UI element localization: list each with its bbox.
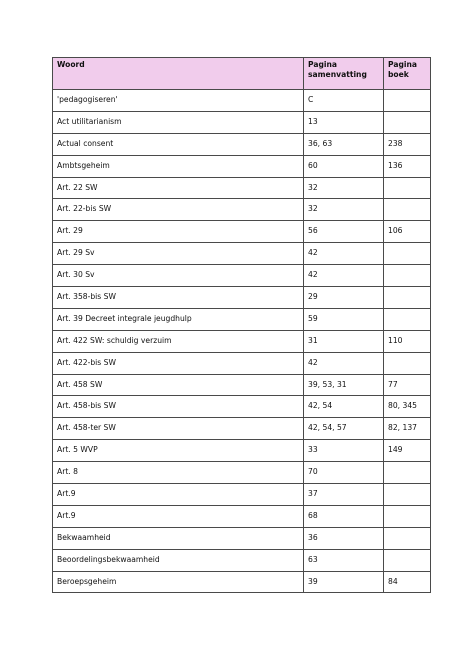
cell-woord: Art. 458-ter SW (53, 418, 304, 440)
cell-woord: Beroepsgeheim (53, 571, 304, 593)
table-row (53, 418, 431, 440)
cell-woord: Art. 358-bis SW (53, 287, 304, 309)
cell-woord: Art.9 (53, 505, 304, 527)
table-row (53, 243, 431, 265)
cell-woord: Art. 22 SW (53, 177, 304, 199)
cell-pagina-boek (384, 527, 431, 549)
cell-pagina-boek (384, 90, 431, 112)
cell-pagina-boek (384, 177, 431, 199)
table-row (53, 462, 431, 484)
cell-pagina-samenvatting: 42, 54, 57 (304, 418, 384, 440)
cell-pagina-samenvatting: 60 (304, 155, 384, 177)
table-row (53, 155, 431, 177)
table-row (53, 352, 431, 374)
cell-pagina-samenvatting: C (304, 90, 384, 112)
cell-pagina-samenvatting: 31 (304, 330, 384, 352)
cell-woord: Art. 22-bis SW (53, 199, 304, 221)
cell-pagina-samenvatting: 39 (304, 571, 384, 593)
cell-pagina-samenvatting: 29 (304, 287, 384, 309)
cell-pagina-boek: 80, 345 (384, 396, 431, 418)
cell-woord: Art. 458 SW (53, 374, 304, 396)
cell-woord: 'pedagogiseren' (53, 90, 304, 112)
cell-pagina-samenvatting: 32 (304, 177, 384, 199)
cell-pagina-boek (384, 308, 431, 330)
cell-woord: Art. 458-bis SW (53, 396, 304, 418)
cell-pagina-boek (384, 462, 431, 484)
cell-pagina-boek (384, 199, 431, 221)
table-row (53, 330, 431, 352)
table-row (53, 287, 431, 309)
cell-pagina-samenvatting: 63 (304, 549, 384, 571)
cell-pagina-samenvatting: 13 (304, 111, 384, 133)
cell-pagina-boek (384, 265, 431, 287)
table-row (53, 90, 431, 112)
table-row (53, 265, 431, 287)
cell-pagina-boek (384, 549, 431, 571)
cell-woord: Art. 422 SW: schuldig verzuim (53, 330, 304, 352)
cell-woord: Art. 5 WVP (53, 440, 304, 462)
cell-pagina-samenvatting: 36, 63 (304, 133, 384, 155)
table-row (53, 221, 431, 243)
cell-pagina-boek (384, 287, 431, 309)
table-row (53, 111, 431, 133)
table-row (53, 177, 431, 199)
cell-pagina-samenvatting: 68 (304, 505, 384, 527)
cell-pagina-samenvatting: 42, 54 (304, 396, 384, 418)
cell-woord: Art. 8 (53, 462, 304, 484)
header-woord: Woord (53, 58, 304, 90)
cell-pagina-samenvatting: 36 (304, 527, 384, 549)
cell-woord: Actual consent (53, 133, 304, 155)
table-row (53, 133, 431, 155)
table-row (53, 484, 431, 506)
table-row (53, 374, 431, 396)
cell-woord: Art. 29 Sv (53, 243, 304, 265)
cell-pagina-boek: 106 (384, 221, 431, 243)
table-row (53, 505, 431, 527)
cell-woord: Ambtsgeheim (53, 155, 304, 177)
cell-woord: Art. 39 Decreet integrale jeugdhulp (53, 308, 304, 330)
cell-pagina-boek: 136 (384, 155, 431, 177)
cell-pagina-samenvatting: 42 (304, 243, 384, 265)
cell-woord: Act utilitarianism (53, 111, 304, 133)
cell-pagina-samenvatting: 33 (304, 440, 384, 462)
cell-pagina-samenvatting: 39, 53, 31 (304, 374, 384, 396)
cell-pagina-boek: 77 (384, 374, 431, 396)
table-row (53, 396, 431, 418)
cell-pagina-samenvatting: 42 (304, 265, 384, 287)
cell-pagina-samenvatting: 56 (304, 221, 384, 243)
cell-pagina-boek (384, 352, 431, 374)
cell-pagina-samenvatting: 59 (304, 308, 384, 330)
cell-woord: Art. 422-bis SW (53, 352, 304, 374)
table-body (53, 90, 431, 593)
cell-pagina-samenvatting: 70 (304, 462, 384, 484)
cell-pagina-boek: 110 (384, 330, 431, 352)
table-row (53, 308, 431, 330)
table-row (53, 571, 431, 593)
cell-pagina-boek: 149 (384, 440, 431, 462)
cell-pagina-boek (384, 243, 431, 265)
cell-pagina-boek (384, 484, 431, 506)
cell-woord: Beoordelingsbekwaamheid (53, 549, 304, 571)
header-pagina-samenvatting: Pagina samenvatting (304, 58, 384, 90)
table-row (53, 199, 431, 221)
cell-woord: Art. 30 Sv (53, 265, 304, 287)
cell-pagina-samenvatting: 37 (304, 484, 384, 506)
table-row (53, 440, 431, 462)
table-row (53, 527, 431, 549)
cell-pagina-boek (384, 111, 431, 133)
cell-pagina-boek: 84 (384, 571, 431, 593)
cell-pagina-boek (384, 505, 431, 527)
cell-pagina-samenvatting: 32 (304, 199, 384, 221)
header-pagina-boek: Pagina boek (384, 58, 431, 90)
cell-pagina-boek: 238 (384, 133, 431, 155)
cell-woord: Art.9 (53, 484, 304, 506)
index-table (52, 57, 431, 593)
table-row (53, 549, 431, 571)
cell-woord: Bekwaamheid (53, 527, 304, 549)
cell-woord: Art. 29 (53, 221, 304, 243)
cell-pagina-boek: 82, 137 (384, 418, 431, 440)
cell-pagina-samenvatting: 42 (304, 352, 384, 374)
table-header-row (53, 58, 431, 90)
